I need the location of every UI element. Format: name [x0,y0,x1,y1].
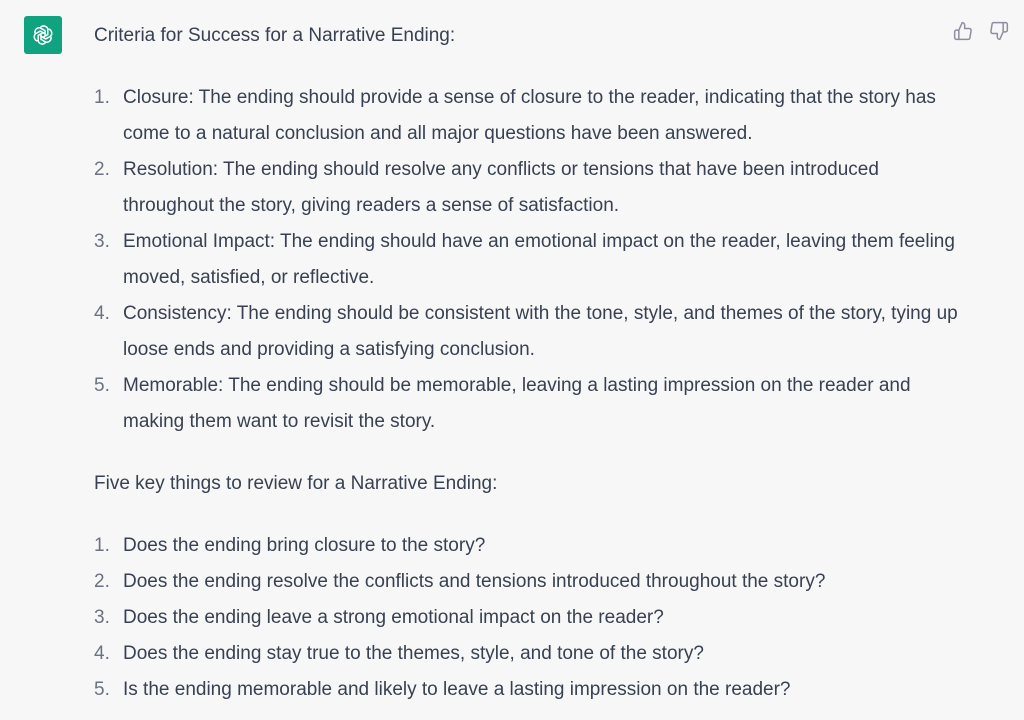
list-item-number: 5. [94,679,110,700]
list-item [94,564,964,600]
list-item-number: 2. [94,159,110,180]
list-item-text: Is the ending memorable and likely to leave a lasting impression on the reader? [123,679,791,700]
list-item-number: 4. [94,643,110,664]
message-heading: Criteria for Success for a Narrative Ending: [94,25,456,46]
list-item [94,600,964,636]
list-item-text: Closure: The ending should provide a sense of closure to the reader, indicating that the story has come to a natural conclusion and all major questions have been answered. [123,87,936,144]
openai-logo-icon [30,22,56,48]
list-item [94,368,964,440]
list-item [94,528,964,564]
thumbs-down-button[interactable] [988,20,1010,42]
list-item-text: Does the ending stay true to the themes, style, and tone of the story? [123,643,704,664]
criteria-list [94,80,964,440]
list-item-text: Memorable: The ending should be memorable, leaving a lasting impression on the reader and making them want to revisit the story. [123,375,911,432]
list-item-number: 4. [94,303,110,324]
thumbs-down-icon [989,21,1009,41]
list-item-text: Resolution: The ending should resolve any conflicts or tensions that have been introduced throughout the story, giving readers a sense of satisfaction. [123,159,879,216]
list-item [94,296,964,368]
list-item-number: 2. [94,571,110,592]
list-item-text: Consistency: The ending should be consistent with the tone, style, and themes of the story, tying up loose ends and providing a satisfying conclusion. [123,303,958,360]
message-subheading: Five key things to review for a Narrative Ending: [94,473,498,494]
list-item-number: 3. [94,607,110,628]
list-item [94,636,964,672]
list-item [94,152,964,224]
list-item [94,672,964,708]
list-item-number: 5. [94,375,110,396]
list-item-text: Does the ending resolve the conflicts and tensions introduced throughout the story? [123,571,826,592]
list-item-text: Does the ending bring closure to the story? [123,535,486,556]
assistant-message [94,18,964,708]
list-item-text: Emotional Impact: The ending should have an emotional impact on the reader, leaving them feeling moved, satisfied, or reflective. [123,231,955,288]
assistant-avatar [24,16,62,54]
list-item-number: 3. [94,231,110,252]
review-list [94,528,964,708]
list-item [94,80,964,152]
list-item-number: 1. [94,535,110,556]
list-item [94,224,964,296]
list-item-number: 1. [94,87,110,108]
list-item-text: Does the ending leave a strong emotional impact on the reader? [123,607,664,628]
